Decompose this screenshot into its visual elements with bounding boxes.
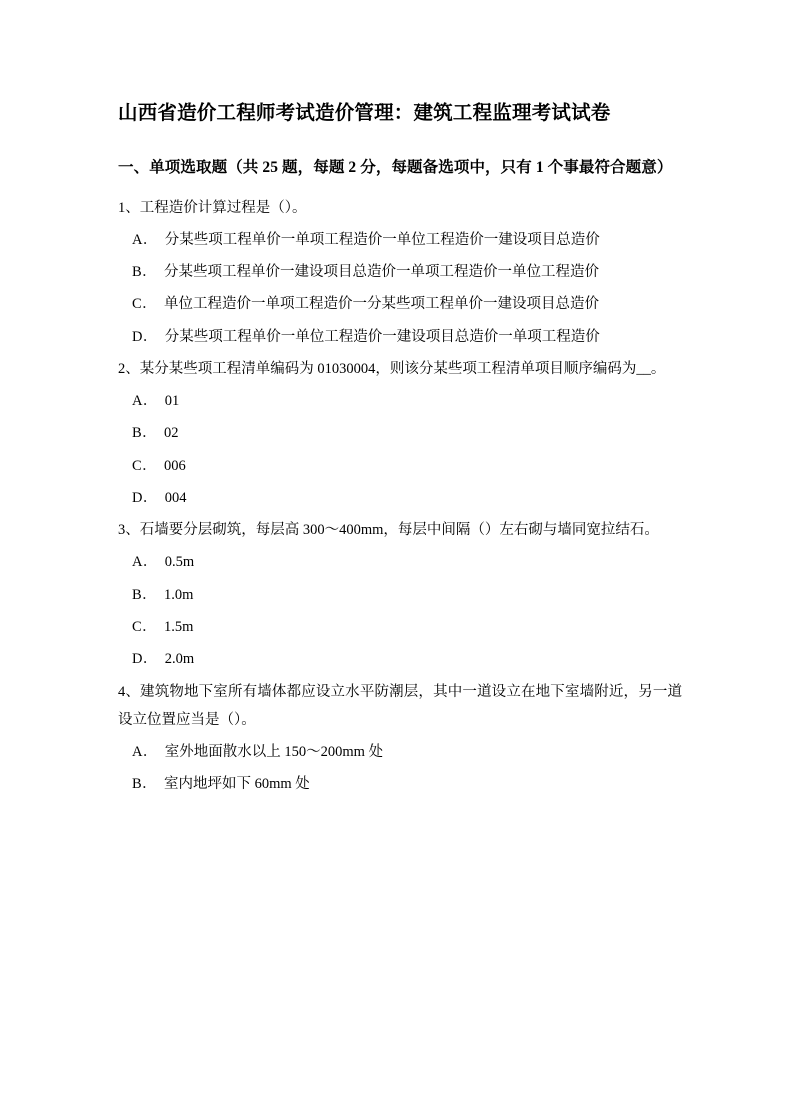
option-letter: B． (132, 776, 157, 793)
option-letter: D． (132, 651, 158, 668)
question-option (118, 581, 682, 609)
question-option (118, 290, 682, 318)
option-letter: A． (132, 231, 158, 248)
option-letter: B． (132, 586, 157, 603)
option-text: 004 (164, 489, 187, 506)
option-letter: C． (132, 457, 157, 474)
option-text: 分某些项工程单价一建设项目总造价一单项工程造价一单位工程造价 (163, 264, 599, 281)
option-letter: D． (132, 489, 158, 506)
option-text: 0.5m (164, 554, 195, 571)
question-block (118, 516, 682, 673)
option-letter: D． (132, 328, 158, 345)
option-text: 006 (163, 457, 186, 474)
option-text: 单位工程造价一单项工程造价一分某些项工程单价一建设项目总造价 (163, 296, 599, 313)
question-option (118, 226, 682, 254)
question-stem: 1、工程造价计算过程是（）。 (118, 199, 307, 216)
option-text: 1.5m (163, 618, 194, 635)
option-text: 1.0m (163, 586, 194, 603)
option-letter: B． (132, 425, 157, 442)
question-block (118, 678, 682, 799)
question-option (118, 645, 682, 673)
question-option (118, 452, 682, 480)
question-stem: 2、某分某些项工程清单编码为 01030004，则该分某些项工程清单项目顺序编码为__。 (118, 360, 666, 377)
option-letter: C． (132, 296, 157, 313)
option-text: 02 (163, 425, 179, 442)
option-letter: B． (132, 264, 157, 281)
question-option (118, 258, 682, 286)
question-option (118, 323, 682, 351)
question-option (118, 484, 682, 512)
option-text: 室内地坪如下 60mm 处 (163, 776, 310, 793)
option-text: 室外地面散水以上 150～200mm 处 (164, 744, 384, 761)
question-block (118, 194, 682, 351)
page-title: 山西省造价工程师考试造价管理：建筑工程监理考试试卷 (118, 103, 611, 124)
option-text: 2.0m (164, 651, 195, 668)
question-option (118, 738, 682, 766)
question-option (118, 770, 682, 798)
question-option (118, 419, 682, 447)
option-text: 分某些项工程单价一单项工程造价一单位工程造价一建设项目总造价 (164, 231, 600, 248)
question-option (118, 548, 682, 576)
option-letter: A． (132, 744, 158, 761)
option-letter: A． (132, 554, 158, 571)
option-text: 01 (164, 393, 180, 410)
question-stem: 3、石墙要分层砌筑，每层高 300～400mm，每层中间隔（）左右砌与墙同宽拉结石。 (118, 522, 659, 539)
option-text: 分某些项工程单价一单位工程造价一建设项目总造价一单项工程造价 (164, 328, 600, 345)
question-option (118, 613, 682, 641)
question-option (118, 387, 682, 415)
question-block (118, 355, 682, 512)
option-letter: A． (132, 393, 158, 410)
option-letter: C． (132, 618, 157, 635)
section-heading: 一、单项选取题（共 25 题，每题 2 分，每题备选项中，只有 1 个事最符合题意） (118, 159, 673, 177)
question-stem: 4、建筑物地下室所有墙体都应设立水平防潮层，其中一道设立在地下室墙附近，另一道设立位置应当是（）。 (118, 683, 682, 728)
